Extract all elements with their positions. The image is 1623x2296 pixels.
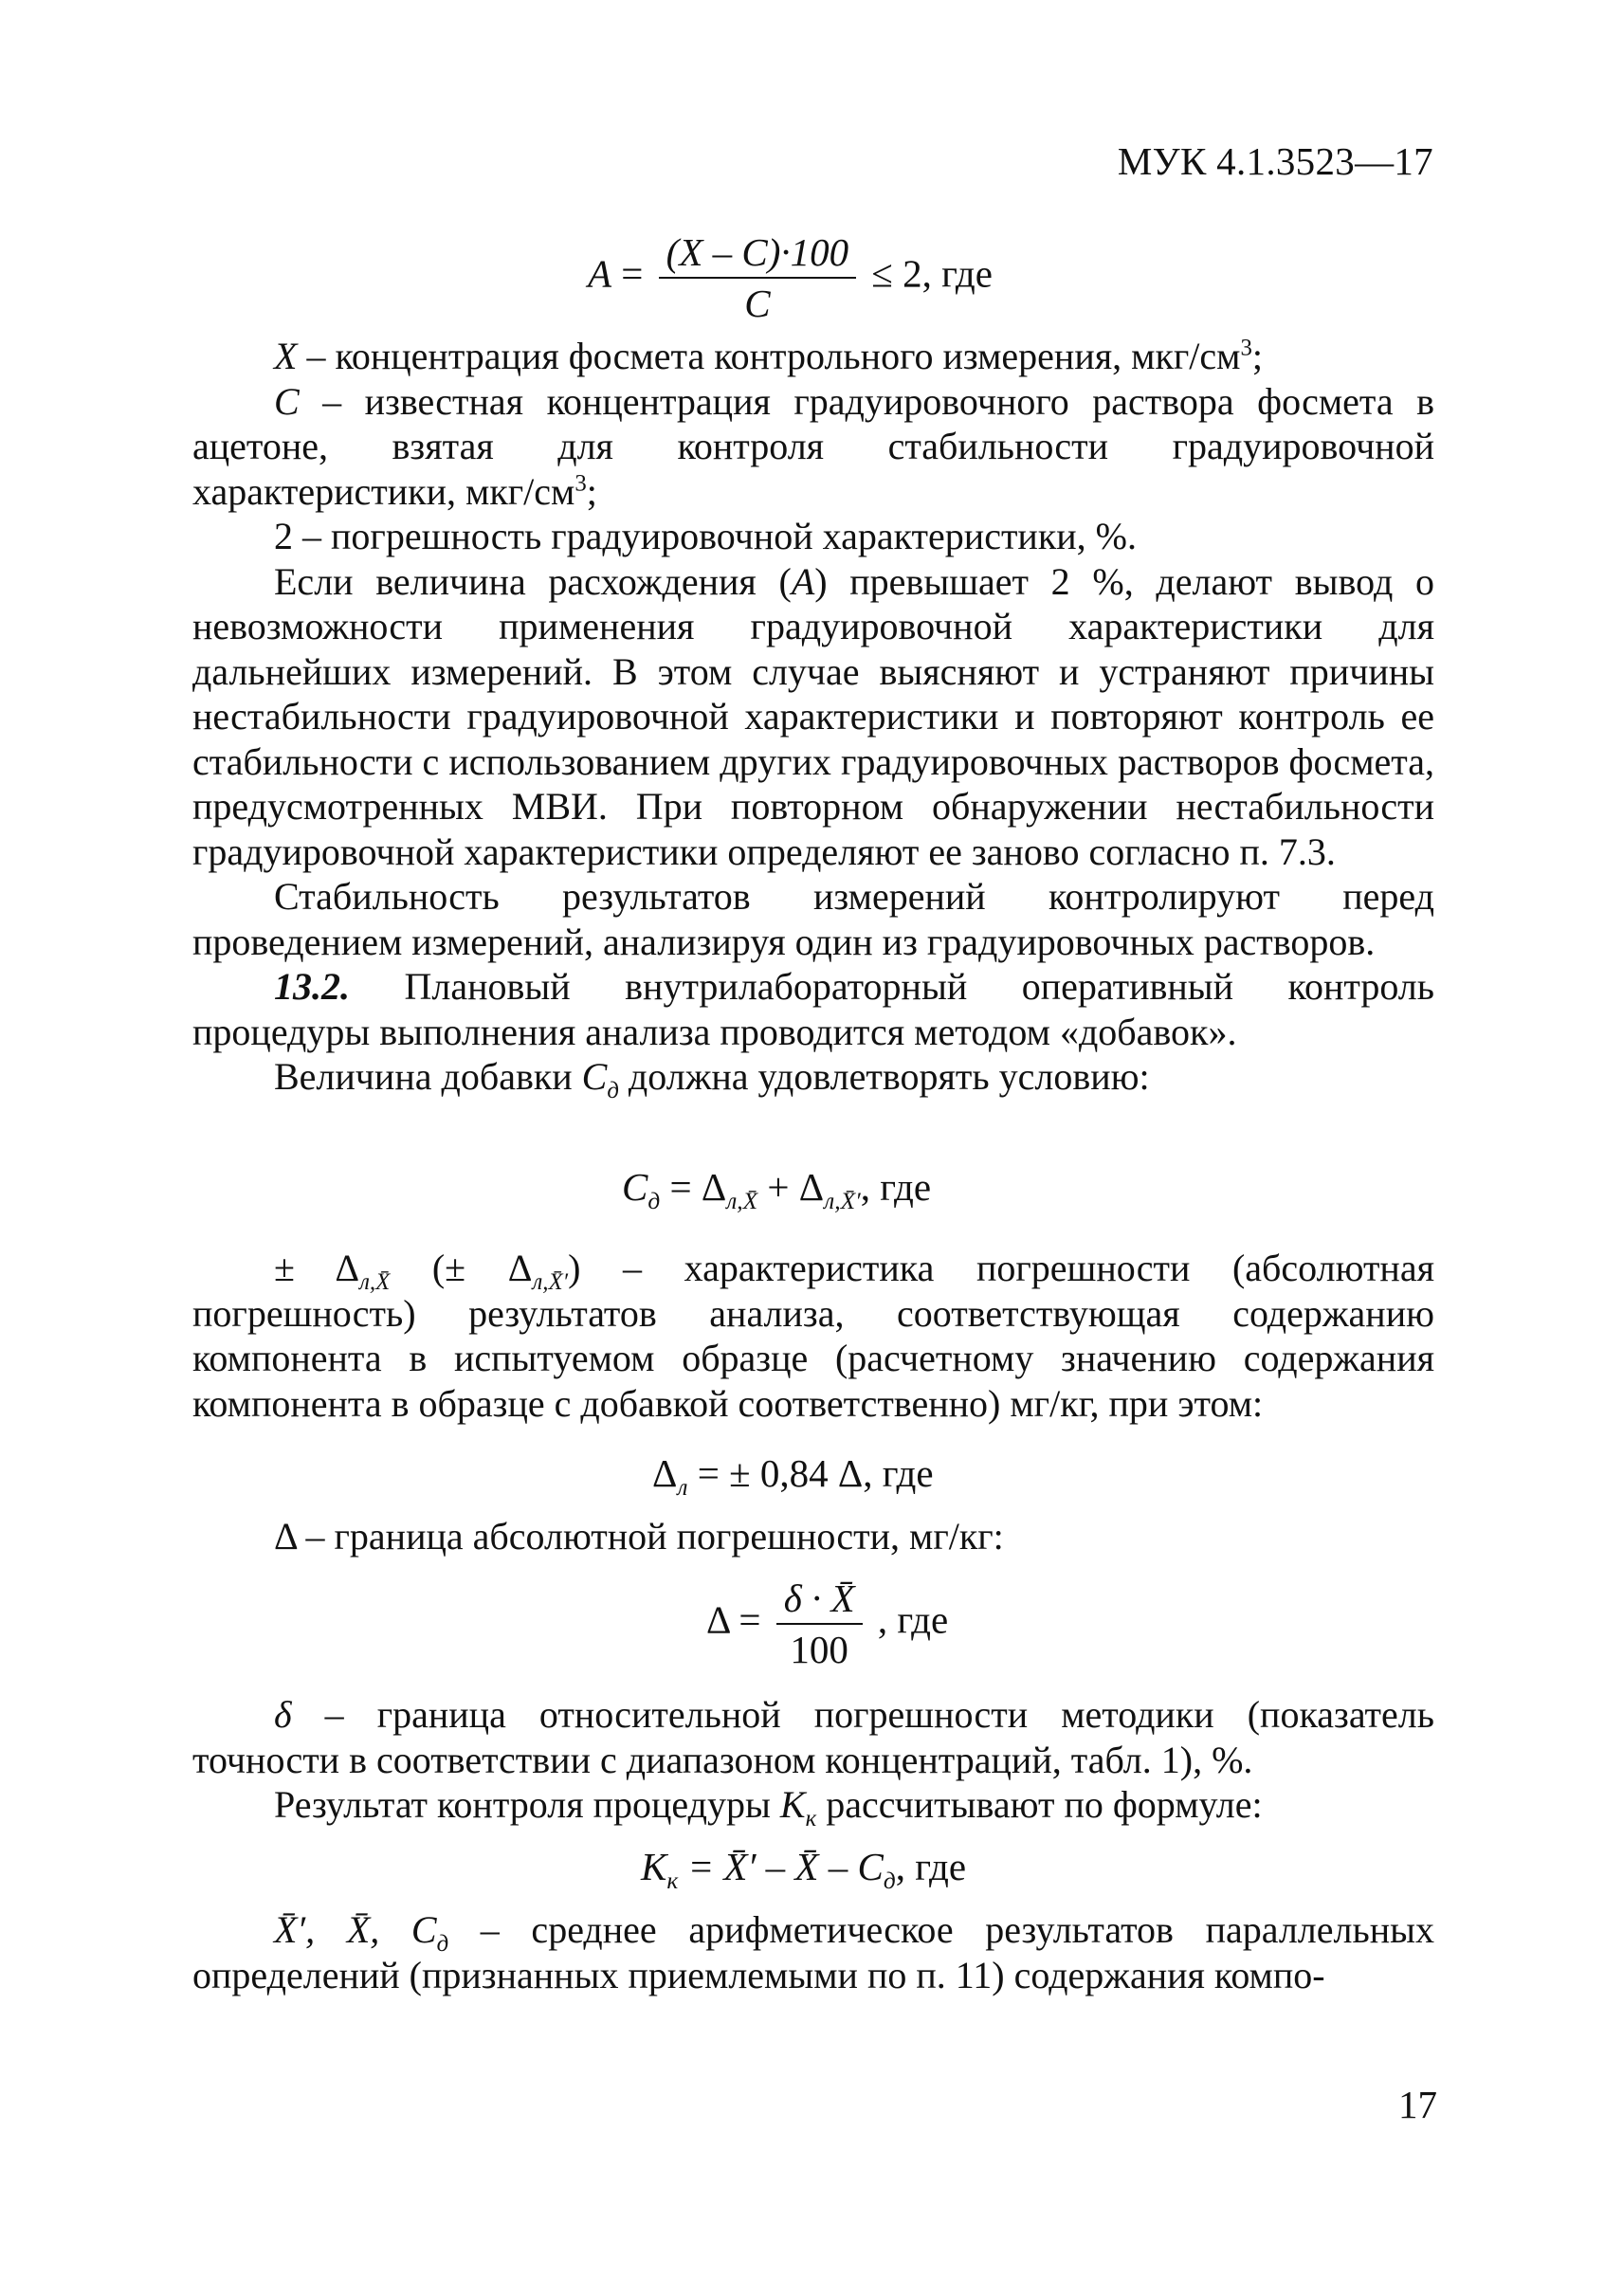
page-number: 17 bbox=[1398, 2083, 1437, 2126]
formula-addition: $C_д = \Delta_{л,X̄} + \Delta_{л,X̄'}$, где bbox=[622, 1165, 932, 1215]
paragraph-error-characteristic: ± $\Delta_{л,X̄}$ (± $\Delta_{л,X̄'}$) – характеристика погрешности (абсолютная погрешность) результатов анализа, соответствующая содержанию компонента в испытуемом образце (расчетному значению содержания компонента в образце с добавкой соответственно) мг/кг, при этом: bbox=[192, 1247, 1434, 1425]
mean-definition-block bbox=[192, 1907, 1434, 1997]
definition-two: 2 – погрешность градуировочной характеристики, %. bbox=[274, 515, 1137, 557]
paragraph-control-result: Результат контроля процедуры $K_к$ рассчитывают по формуле: bbox=[274, 1783, 1263, 1831]
formula-rhs: ≤ 2, где bbox=[871, 251, 993, 296]
delta-definition-block bbox=[192, 1514, 1434, 1559]
formula-delta-fraction: $\frac{\delta \cdot X̄}{100}$ bbox=[776, 1574, 863, 1674]
paragraph-delta-definition: Δ – граница абсолютной погрешности, мг/кг: bbox=[274, 1515, 1004, 1558]
formula-delta-l: $\Delta_л$ = ± 0,84 Δ, где bbox=[652, 1451, 934, 1502]
relative-error-block bbox=[192, 1692, 1434, 1831]
paragraph-discrepancy: Если величина расхождения (A) превышает 2 %, делают вывод о невозможности применения градуировочной характеристики для дальнейших измерений. В этом случае выясняют и устраняют причины нестабильности градуировочной характеристики и повторяют контроль ее стабильности с использованием других градуировочных растворов фосмета, предусмотренных МВИ. При повторном обнаружении нестабильности градуировочной характеристики определяют ее заново согласно п. 7.3. bbox=[192, 559, 1434, 873]
definition-x: X – концентрация фосмета контрольного измерения, мкг/$см^3$; bbox=[274, 335, 1264, 377]
formula-denominator: C bbox=[744, 282, 771, 325]
formula-delta: Δ = $\frac{\delta \cdot X̄}{100}$ , где bbox=[706, 1574, 948, 1674]
formula-lhs: A bbox=[588, 251, 612, 296]
formula-numerator: (X – C)·100 bbox=[659, 228, 856, 279]
formula-fraction bbox=[659, 228, 856, 328]
paragraph-stability: Стабильность результатов измерений контролируют перед проведением измерений, анализируя один из градуировочных растворов. bbox=[192, 875, 1434, 963]
error-characteristic-block bbox=[192, 1246, 1434, 1426]
formula-discrepancy: A = $\frac{(X - C)\cdot 100}{C}$ ≤ 2, где bbox=[588, 228, 993, 328]
paragraph-mean-definition: X̄′, X̄, $C_д$ – среднее арифметическое результатов параллельных определений (признанных приемлемыми по п. 11) содержания компо- bbox=[192, 1908, 1434, 1996]
paragraph-addition: Величина добавки $C_д$ должна удовлетворять условию: bbox=[274, 1055, 1150, 1103]
paragraph-relative-error: δ – граница относительной погрешности методики (показатель точности в соответствии с диапазоном концентраций, табл. 1), %. bbox=[192, 1693, 1434, 1781]
definitions-block bbox=[192, 334, 1434, 1103]
document-header: МУК 4.1.3523—17 bbox=[1117, 139, 1433, 183]
paragraph-13-2: 13.2. Плановый внутрилабораторный оперативный контроль процедуры выполнения анализа проводится методом «добавок». bbox=[192, 965, 1434, 1053]
formula-kk: $K_к$ = X̄′ – X̄ – $C_д$, где bbox=[641, 1845, 967, 1895]
definition-c: C – известная концентрация градуировочного раствора фосмета в ацетоне, взятая для контроля стабильности градуировочной характеристики, мкг/$см^3$; bbox=[192, 379, 1434, 513]
